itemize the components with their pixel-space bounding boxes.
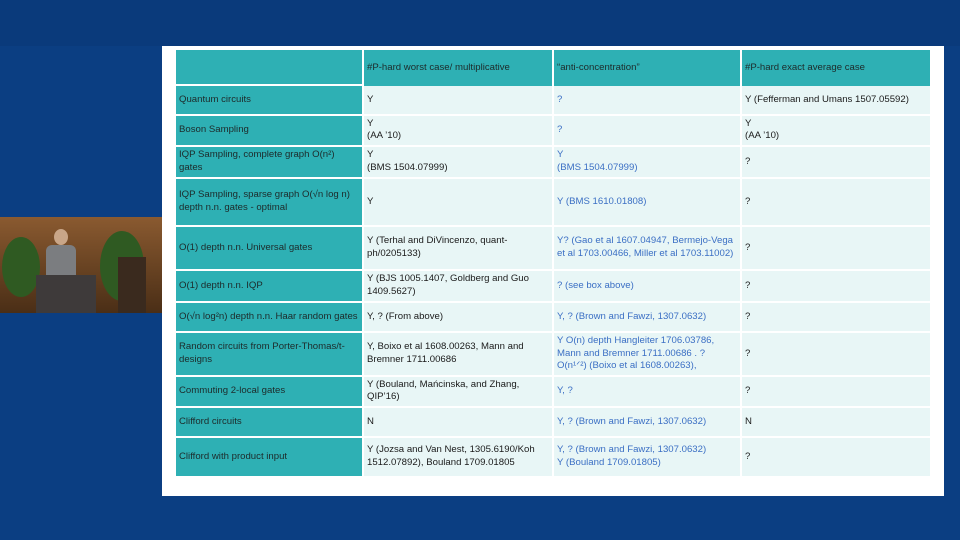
row-label-cell: Clifford with product input xyxy=(176,438,362,478)
row-label-cell: Commuting 2-local gates xyxy=(176,377,362,408)
table-row xyxy=(176,147,930,179)
table-row xyxy=(176,438,930,478)
cell-anti-concentration: ? xyxy=(552,116,740,147)
table-row xyxy=(176,408,930,438)
table-row xyxy=(176,333,930,377)
header-cell-worst-case: #P-hard worst case/ multiplicative xyxy=(362,50,552,86)
cell-worst-case: Y xyxy=(362,86,552,116)
cell-worst-case: Y (Jozsa and Van Nest, 1305.6190/Koh 1512.07892), Bouland 1709.01805 xyxy=(362,438,552,478)
speaker-body xyxy=(46,245,76,279)
cell-worst-case: Y (BMS 1504.07999) xyxy=(362,147,552,179)
cell-average-case: ? xyxy=(740,227,930,271)
cell-average-case: Y (AA ’10) xyxy=(740,116,930,147)
cell-worst-case: Y (Bouland, Mańcinska, and Zhang, QIP’16) xyxy=(362,377,552,408)
row-label-cell: O(√n log²n) depth n.n. Haar random gates xyxy=(176,303,362,333)
row-label-cell: IQP Sampling, complete graph O(n²) gates xyxy=(176,147,362,179)
table-row xyxy=(176,377,930,408)
row-label-cell: Clifford circuits xyxy=(176,408,362,438)
cell-anti-concentration: Y, ? (Brown and Fawzi, 1307.0632) xyxy=(552,408,740,438)
table-row xyxy=(176,116,930,147)
cell-average-case: ? xyxy=(740,303,930,333)
header-cell-anti-concentration: “anti-concentration” xyxy=(552,50,740,86)
plant-left xyxy=(2,237,40,297)
table-row xyxy=(176,303,930,333)
table-row xyxy=(176,227,930,271)
cell-average-case: ? xyxy=(740,147,930,179)
cell-anti-concentration: Y, ? (Brown and Fawzi, 1307.0632) Y (Bouland 1709.01805) xyxy=(552,438,740,478)
cell-average-case: ? xyxy=(740,438,930,478)
cell-anti-concentration: Y? (Gao et al 1607.04947, Bermejo-Vega et al 1703.00466, Miller et al 1703.11002) xyxy=(552,227,740,271)
stand xyxy=(118,257,146,313)
cell-average-case: Y (Fefferman and Umans 1507.05592) xyxy=(740,86,930,116)
cell-anti-concentration: ? (see box above) xyxy=(552,271,740,303)
cell-average-case: ? xyxy=(740,271,930,303)
table-header-row xyxy=(176,50,930,86)
row-label-cell: O(1) depth n.n. IQP xyxy=(176,271,362,303)
cell-worst-case: Y xyxy=(362,179,552,227)
header-cell-empty xyxy=(176,50,362,86)
row-label-cell: Boson Sampling xyxy=(176,116,362,147)
table-row xyxy=(176,179,930,227)
cell-anti-concentration: Y (BMS 1610.01808) xyxy=(552,179,740,227)
cell-average-case: ? xyxy=(740,333,930,377)
top-band xyxy=(0,0,960,46)
row-label-cell: IQP Sampling, sparse graph O(√n log n) depth n.n. gates - optimal xyxy=(176,179,362,227)
complexity-table xyxy=(176,50,930,478)
speaker-head xyxy=(54,229,68,245)
cell-worst-case: Y, Boixo et al 1608.00263, Mann and Bremner 1711.00686 xyxy=(362,333,552,377)
cell-worst-case: Y, ? (From above) xyxy=(362,303,552,333)
cell-worst-case: Y (BJS 1005.1407, Goldberg and Guo 1409.5627) xyxy=(362,271,552,303)
cell-anti-concentration: Y (BMS 1504.07999) xyxy=(552,147,740,179)
cell-anti-concentration: Y O(n) depth Hangleiter 1706.03786, Mann and Bremner 1711.00686 . ? O(n¹ᐟ²) (Boixo et al 1608.00263), xyxy=(552,333,740,377)
row-label-cell: Quantum circuits xyxy=(176,86,362,116)
table-row xyxy=(176,271,930,303)
table-row xyxy=(176,86,930,116)
presentation-slide xyxy=(162,46,944,496)
cell-worst-case: Y (Terhal and DiVincenzo, quant-ph/0205133) xyxy=(362,227,552,271)
header-cell-average-case: #P-hard exact average case xyxy=(740,50,930,86)
podium xyxy=(36,275,96,313)
cell-average-case: ? xyxy=(740,179,930,227)
cell-worst-case: Y (AA ’10) xyxy=(362,116,552,147)
cell-anti-concentration: Y, ? (Brown and Fawzi, 1307.0632) xyxy=(552,303,740,333)
row-label-cell: O(1) depth n.n. Universal gates xyxy=(176,227,362,271)
cell-anti-concentration: Y, ? xyxy=(552,377,740,408)
row-label-cell: Random circuits from Porter-Thomas/t-designs xyxy=(176,333,362,377)
speaker-video-thumbnail[interactable] xyxy=(0,217,162,313)
cell-average-case: ? xyxy=(740,377,930,408)
cell-anti-concentration: ? xyxy=(552,86,740,116)
cell-average-case: N xyxy=(740,408,930,438)
cell-worst-case: N xyxy=(362,408,552,438)
